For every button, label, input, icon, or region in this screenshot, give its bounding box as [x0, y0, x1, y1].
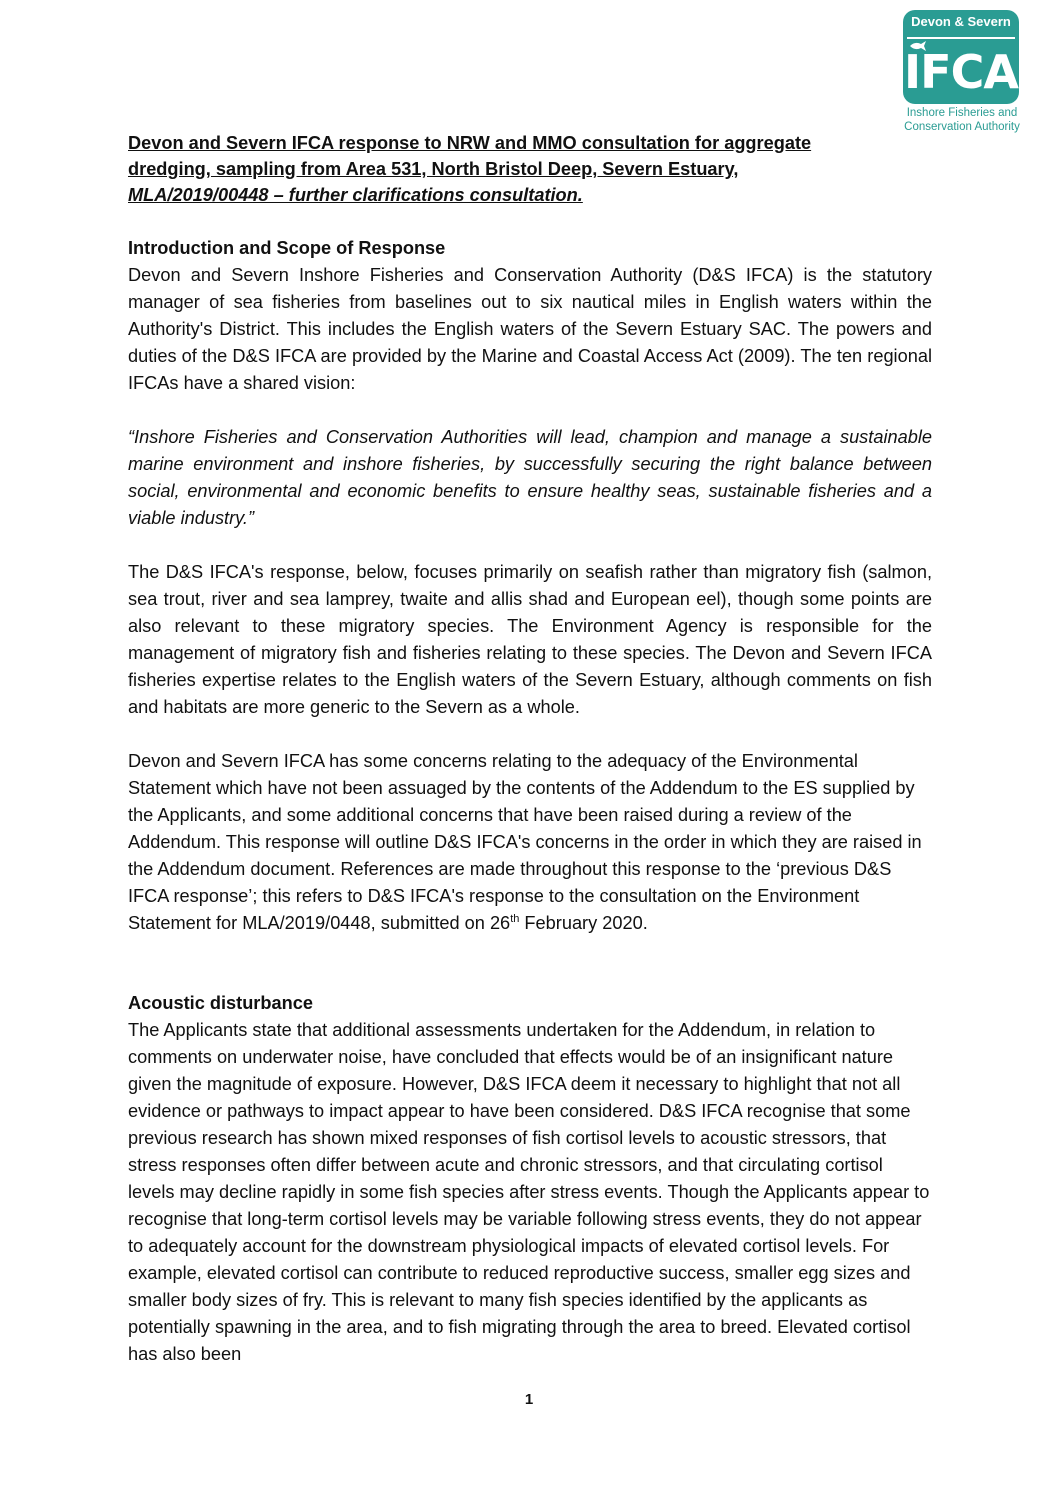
section-heading-introduction: Introduction and Scope of Response: [128, 238, 446, 258]
logo-subtitle-line1: Inshore Fisheries and: [906, 107, 1018, 119]
date-ordinal-suffix: th: [510, 912, 520, 925]
logo-top-text: Devon & Severn: [911, 14, 1011, 29]
title-line-2: dredging, sampling from Area 531, North Bristol Deep, Severn Estuary,: [128, 159, 739, 179]
ifca-logo: [903, 10, 1021, 136]
logo-main-text: IFCA: [904, 45, 1018, 99]
response-scope-paragraph: The D&S IFCA's response, below, focuses primarily on seafish rather than migratory fish (salmon, sea trout, river and sea lamprey, twaite and allis shad and European eel), though some points are also relevant to these migratory species. The Environment Agency is responsible for the management of migratory fish and fisheries relating to these species. The Devon and Severn IFCA fisheries expertise relates to the English waters of the Severn Estuary, although comments on fish and habitats are more generic to the Severn as a whole.: [128, 562, 932, 717]
shared-vision-quote: “Inshore Fisheries and Conservation Authorities will lead, champion and manage a sustainable marine environment and inshore fisheries, by successfully securing the right balance between social, environmental and economic benefits to ensure healthy seas, sustainable fisheries and a viable industry.”: [128, 427, 932, 528]
intro-paragraph: Devon and Severn Inshore Fisheries and Conservation Authority (D&S IFCA) is the statutory manager of sea fisheries from baselines out to six nautical miles in English waters within the Authority's District. This includes the English waters of the Severn Estuary SAC. The powers and duties of the D&S IFCA are provided by the Marine and Coastal Access Act (2009). The ten regional IFCAs have a shared vision:: [128, 265, 932, 393]
logo-divider: [907, 37, 1015, 39]
acoustic-paragraph: The Applicants state that additional assessments undertaken for the Addendum, in relation to comments on underwater noise, have concluded that effects would be of an insignificant nature given the magnitude of exposure. However, D&S IFCA deem it necessary to highlight that not all evidence or pathways to impact appear to have been considered. D&S IFCA recognise that some previous research has shown mixed responses of fish cortisol levels to acoustic stressors, that stress responses often differ between acute and chronic stressors, and that circulating cortisol levels may decline rapidly in some fish species after stress events. Though the Applicants appear to recognise that long-term cortisol levels may be variable following stress events, they do not appear to adequately account for the downstream physiological impacts of elevated cortisol levels. For example, elevated cortisol can contribute to reduced reproductive success, smaller egg sizes and smaller body sizes of fry. This is relevant to many fish species identified by the applicants as potentially spawning in the area, and to fish migrating through the area to breed. Elevated cortisol has also been: [128, 1020, 930, 1364]
title-line-3: MLA/2019/00448 – further clarifications consultation.: [128, 185, 583, 205]
section-heading-acoustic: Acoustic disturbance: [128, 993, 313, 1013]
concerns-paragraph: [128, 748, 932, 937]
page-number: 1: [524, 1391, 534, 1408]
concerns-text: Devon and Severn IFCA has some concerns relating to the adequacy of the Environmental Statement which have not been assuaged by the contents of the Addendum to the ES supplied by the Applicants, and some additional concerns that have been raised during a review of the Addendum. This response will outline D&S IFCA's concerns in the order in which they are raised in the Addendum document. References are made throughout this response to the ‘previous D&S IFCA response’; this refers to D&S IFCA's response to the consultation on the Environment Statement for MLA/2019/0448, submitted on 26: [128, 751, 922, 933]
concerns-text-end: February 2020.: [519, 913, 648, 933]
logo-subtitle-line2: Conservation Authority: [904, 121, 1020, 133]
logo-badge: [903, 10, 1019, 104]
title-line-1: Devon and Severn IFCA response to NRW and MMO consultation for aggregate: [128, 133, 812, 153]
document-title: [128, 130, 932, 208]
